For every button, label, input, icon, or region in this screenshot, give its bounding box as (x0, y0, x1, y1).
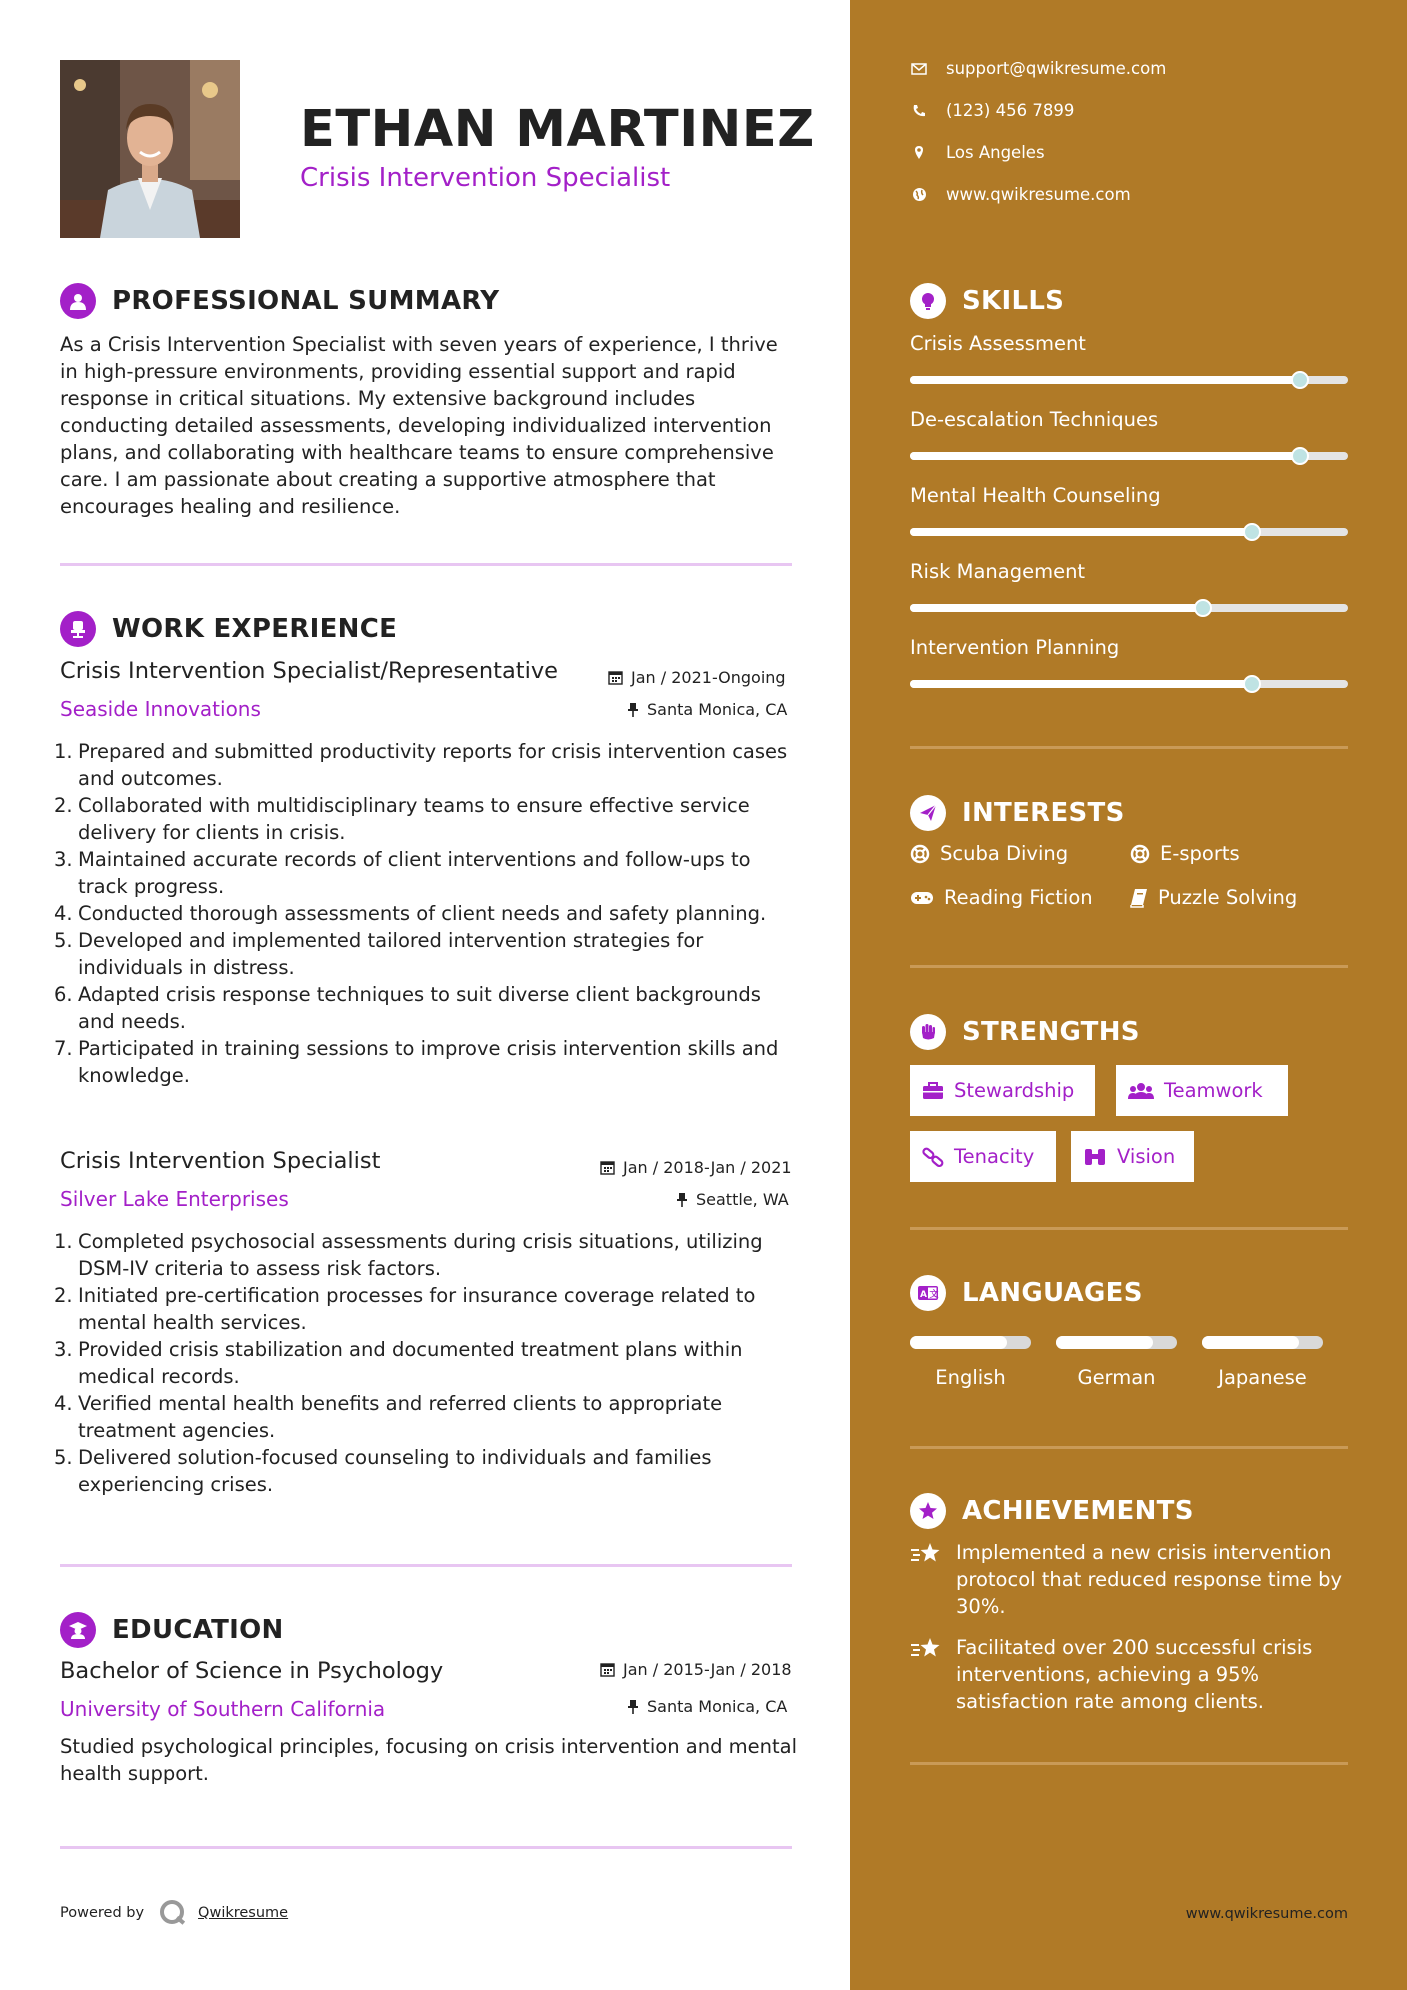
phone-icon (910, 104, 928, 118)
pin-icon (676, 1192, 688, 1207)
candidate-name: ETHAN MARTINEZ (300, 100, 815, 159)
degree-title: Bachelor of Science in Psychology (60, 1658, 444, 1684)
section-divider (60, 563, 792, 566)
contact-phone[interactable] (910, 101, 1074, 120)
skill-bar-knob (1243, 523, 1261, 541)
calendar-icon (608, 670, 623, 685)
interests-title: INTERESTS (962, 798, 1125, 828)
list-item: 5. Developed and implemented tailored intervention strategies for individuals in distress. (54, 929, 704, 979)
language-bar-fill (1056, 1336, 1153, 1349)
skill-bar (910, 528, 1348, 536)
skill-bar-fill (910, 528, 1252, 536)
job-location-text: Santa Monica, CA (647, 700, 788, 719)
interest-item (910, 886, 1093, 909)
calendar-icon (600, 1662, 615, 1677)
skill-name: De-escalation Techniques (910, 408, 1159, 431)
book-icon (1130, 888, 1148, 908)
skill-bar (910, 680, 1348, 688)
users-icon (1128, 1082, 1154, 1100)
languages-title: LANGUAGES (962, 1278, 1143, 1308)
job-title: Crisis Intervention Specialist/Representative (60, 658, 558, 684)
list-item: 3. Provided crisis stabilization and documented treatment plans within medical records. (54, 1338, 743, 1388)
skill-bar (910, 604, 1348, 612)
skill-bar (910, 376, 1348, 384)
interest-item (1130, 842, 1240, 865)
job-location (627, 700, 787, 719)
skill-bar (910, 452, 1348, 460)
education-location-text: Santa Monica, CA (647, 1697, 788, 1716)
contact-website[interactable] (910, 185, 1131, 204)
strengths-title: STRENGTHS (962, 1017, 1140, 1047)
job-title: Crisis Intervention Specialist (60, 1148, 381, 1174)
strength-badge (1071, 1131, 1194, 1182)
section-divider (910, 965, 1348, 968)
achievements-title: ACHIEVEMENTS (962, 1496, 1194, 1526)
interest-item (910, 842, 1068, 865)
job-date-text: Jan / 2018-Jan / 2021 (623, 1158, 792, 1177)
skill-name: Risk Management (910, 560, 1086, 583)
language-name: German (1077, 1366, 1156, 1389)
pin-icon (627, 1699, 639, 1714)
list-item: 2. Initiated pre-certification processes for insurance coverage related to mental health services. (54, 1284, 756, 1334)
list-item: 1. Prepared and submitted productivity reports for crisis intervention cases and outcomes. (54, 740, 788, 790)
strength-label: Stewardship (954, 1079, 1075, 1102)
section-divider (910, 1762, 1348, 1765)
education-title: EDUCATION (112, 1615, 284, 1645)
section-divider (60, 1846, 792, 1849)
strength-label: Tenacity (954, 1145, 1035, 1168)
interest-item (1130, 886, 1297, 909)
achievement-item (910, 1634, 1350, 1715)
envelope-icon (910, 63, 928, 75)
list-item: 3. Maintained accurate records of client interventions and follow-ups to track progress. (54, 848, 751, 898)
link-icon (922, 1147, 944, 1167)
language-bar-fill (910, 1336, 1007, 1349)
qwikresume-link[interactable]: Qwikresume (198, 1905, 289, 1921)
graduate-icon (60, 1612, 96, 1648)
contact-location (910, 143, 1045, 162)
language-bar (1056, 1336, 1177, 1349)
achievements-heading (910, 1493, 1194, 1529)
school-name: University of Southern California (60, 1697, 386, 1721)
achievement-text: Facilitated over 200 successful crisis interventions, achieving a 95% satisfaction rate among clients. (956, 1636, 1313, 1713)
skill-bar-fill (910, 376, 1300, 384)
chair-icon (60, 611, 96, 647)
list-item: 4. Conducted thorough assessments of client needs and safety planning. (54, 902, 767, 925)
paper-plane-icon (910, 795, 946, 831)
language-name: English (935, 1366, 1006, 1389)
education-date (600, 1660, 792, 1679)
phone-text: (123) 456 7899 (946, 101, 1075, 120)
binoculars-icon (1083, 1147, 1107, 1167)
experience-heading (60, 611, 397, 647)
calendar-icon (600, 1160, 615, 1175)
skills-title: SKILLS (962, 286, 1065, 316)
skill-bar-fill (910, 604, 1203, 612)
star-badge-icon (910, 1493, 946, 1529)
language-bar (910, 1336, 1031, 1349)
skill-name: Mental Health Counseling (910, 484, 1161, 507)
job-location-text: Seattle, WA (696, 1190, 789, 1209)
skills-heading (910, 283, 1064, 319)
life-ring-icon (910, 844, 930, 864)
powered-by-text: Powered by (60, 1905, 145, 1921)
section-divider (910, 746, 1348, 749)
list-item: 4. Verified mental health benefits and referred clients to appropriate treatment agencies. (54, 1392, 723, 1442)
life-ring-icon (1130, 844, 1150, 864)
svg-text:A: A (920, 1290, 927, 1300)
pin-icon (627, 702, 639, 717)
job-date-text: Jan / 2021-Ongoing (631, 668, 786, 687)
experience-title: WORK EXPERIENCE (112, 614, 398, 644)
strengths-heading (910, 1014, 1140, 1050)
skill-bar-fill (910, 452, 1300, 460)
interest-label: Puzzle Solving (1158, 886, 1298, 909)
website-text: www.qwikresume.com (946, 185, 1131, 204)
job-bullets (54, 738, 800, 1089)
location-text: Los Angeles (946, 143, 1045, 162)
skill-name: Crisis Assessment (910, 332, 1086, 355)
qwikresume-logo-icon (158, 1898, 188, 1928)
education-heading (60, 1612, 284, 1648)
list-item: 1. Completed psychosocial assessments during crisis situations, utilizing DSM-IV criteria to assess risk factors. (54, 1230, 763, 1280)
list-item: 5. Delivered solution-focused counseling to individuals and families experiencing crises. (54, 1446, 712, 1496)
section-divider (910, 1446, 1348, 1449)
strength-badge (910, 1131, 1056, 1182)
profile-photo (60, 60, 240, 238)
strength-label: Teamwork (1164, 1079, 1263, 1102)
shooting-star-icon (910, 1634, 944, 1715)
job-company: Seaside Innovations (60, 697, 261, 721)
contact-email[interactable] (910, 59, 1166, 78)
interest-label: Scuba Diving (940, 842, 1069, 865)
interest-label: Reading Fiction (944, 886, 1093, 909)
job-company: Silver Lake Enterprises (60, 1187, 289, 1211)
language-icon (910, 1275, 946, 1311)
language-name: Japanese (1218, 1366, 1307, 1389)
map-marker-icon (910, 145, 928, 160)
strength-badge (1116, 1065, 1288, 1116)
footer-site[interactable]: www.qwikresume.com (1185, 1906, 1348, 1922)
job-date (600, 1158, 792, 1177)
shooting-star-icon (910, 1539, 944, 1620)
skill-bar-knob (1291, 371, 1309, 389)
svg-text:文: 文 (929, 1290, 939, 1300)
summary-text: As a Crisis Intervention Specialist with seven years of experience, I thrive in high-pressure environments, providing essential support and rapid response in critical situations. My extensive background includes conducting detailed assessments, developing individualized intervention plans, and collaborating with healthcare teams to ensure comprehensive care. I am passionate about creating a supportive atmosphere that encourages healing and resilience. (60, 333, 778, 518)
briefcase-icon (922, 1082, 944, 1100)
job-date (608, 668, 786, 687)
education-date-text: Jan / 2015-Jan / 2018 (623, 1660, 792, 1679)
skill-bar-fill (910, 680, 1252, 688)
list-item: 2. Collaborated with multidisciplinary teams to ensure effective service delivery for clients in crisis. (54, 794, 750, 844)
gamepad-icon (910, 890, 934, 906)
interest-label: E-sports (1160, 842, 1240, 865)
achievement-text: Implemented a new crisis intervention protocol that reduced response time by 30%. (956, 1541, 1343, 1618)
skill-bar-knob (1243, 675, 1261, 693)
list-item: 6. Adapted crisis response techniques to suit diverse client backgrounds and needs. (54, 983, 761, 1033)
section-divider (910, 1227, 1348, 1230)
user-icon (60, 283, 96, 319)
strength-badge (910, 1065, 1095, 1116)
interests-heading (910, 795, 1125, 831)
education-description: Studied psychological principles, focusing on crisis intervention and mental health support. (60, 1735, 798, 1785)
summary-heading (60, 283, 499, 319)
list-item: 7. Participated in training sessions to improve crisis intervention skills and knowledge. (54, 1037, 779, 1087)
language-bar (1202, 1336, 1323, 1349)
summary-title: PROFESSIONAL SUMMARY (112, 286, 500, 316)
lightbulb-icon (910, 283, 946, 319)
job-location (676, 1190, 789, 1209)
email-text: support@qwikresume.com (946, 59, 1167, 78)
fist-icon (910, 1014, 946, 1050)
globe-icon (910, 187, 928, 202)
job-bullets (54, 1228, 800, 1498)
footer-powered-by (60, 1898, 288, 1928)
achievement-item (910, 1539, 1350, 1620)
candidate-title: Crisis Intervention Specialist (300, 163, 671, 193)
section-divider (60, 1564, 792, 1567)
strength-label: Vision (1117, 1145, 1176, 1168)
languages-heading (910, 1275, 1143, 1311)
skill-bar-knob (1291, 447, 1309, 465)
skill-name: Intervention Planning (910, 636, 1120, 659)
education-location (627, 1697, 787, 1716)
language-bar-fill (1202, 1336, 1299, 1349)
